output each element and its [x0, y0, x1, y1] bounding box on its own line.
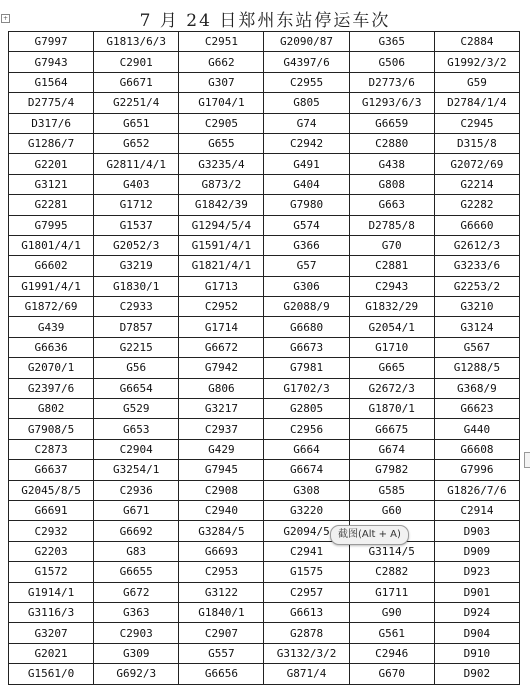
table-cell: G3220: [264, 500, 349, 520]
table-row: [9, 337, 520, 357]
table-row: [9, 93, 520, 113]
table-cell: G1872/69: [9, 297, 94, 317]
table-cell: C2903: [94, 623, 179, 643]
table-row: [9, 297, 520, 317]
table-cell: G674: [349, 439, 434, 459]
table-cell: G6674: [264, 460, 349, 480]
table-row: [9, 113, 520, 133]
table-cell: G1992/3/2: [434, 52, 519, 72]
screenshot-tooltip: 截图(Alt + A): [330, 525, 409, 545]
table-cell: C2953: [179, 562, 264, 582]
table-cell: C2956: [264, 419, 349, 439]
table-cell: G2215: [94, 337, 179, 357]
table-cell: C2881: [349, 256, 434, 276]
table-cell: C2952: [179, 297, 264, 317]
table-cell: G2201: [9, 154, 94, 174]
table-cell: G671: [94, 500, 179, 520]
table-cell: G363: [94, 602, 179, 622]
table-cell: G653: [94, 419, 179, 439]
table-row: [9, 562, 520, 582]
table-cell: G7908/5: [9, 419, 94, 439]
table-row: [9, 133, 520, 153]
table-cell: G83: [94, 541, 179, 561]
table-cell: G1832/29: [349, 297, 434, 317]
table-cell: G2878: [264, 623, 349, 643]
table-cell: G1575: [264, 562, 349, 582]
table-cell: C2932: [9, 521, 94, 541]
table-row: [9, 399, 520, 419]
table-cell: G3114/5: [349, 541, 434, 561]
table-cell: G6671: [94, 72, 179, 92]
table-cell: G6680: [264, 317, 349, 337]
table-cell: G1286/7: [9, 133, 94, 153]
table-cell: C2941: [264, 541, 349, 561]
train-table: [8, 31, 520, 685]
table-cell: G692/3: [94, 664, 179, 684]
table-cell: G652: [94, 133, 179, 153]
table-row: [9, 52, 520, 72]
table-cell: G1870/1: [349, 399, 434, 419]
table-cell: G7995: [9, 215, 94, 235]
table-cell: D317/6: [9, 113, 94, 133]
resize-handle[interactable]: [524, 452, 530, 468]
table-cell: D2773/6: [349, 72, 434, 92]
table-cell: G3284/5: [179, 521, 264, 541]
table-row: [9, 154, 520, 174]
table-cell: G3207: [9, 623, 94, 643]
table-cell: G6675: [349, 419, 434, 439]
table-cell: G368/9: [434, 378, 519, 398]
table-cell: G404: [264, 174, 349, 194]
table-cell: G2251/4: [94, 93, 179, 113]
table-row: [9, 215, 520, 235]
table-cell: G7982: [349, 460, 434, 480]
table-cell: G2805: [264, 399, 349, 419]
table-cell: D315/8: [434, 133, 519, 153]
table-cell: G306: [264, 276, 349, 296]
table-cell: G1813/6/3: [94, 32, 179, 52]
table-cell: C2882: [349, 562, 434, 582]
table-cell: G1561/0: [9, 664, 94, 684]
table-cell: C2901: [94, 52, 179, 72]
table-row: [9, 521, 520, 541]
table-cell: G802: [9, 399, 94, 419]
table-cell: G672: [94, 582, 179, 602]
table-cell: G2054/1: [349, 317, 434, 337]
table-cell: C2943: [349, 276, 434, 296]
table-cell: G4397/6: [264, 52, 349, 72]
table-cell: G2397/6: [9, 378, 94, 398]
table-cell: G1293/6/3: [349, 93, 434, 113]
table-cell: G7996: [434, 460, 519, 480]
table-row: [9, 195, 520, 215]
table-cell: G805: [264, 93, 349, 113]
table-cell: G1572: [9, 562, 94, 582]
table-cell: G3254/1: [94, 460, 179, 480]
table-cell: G2070/1: [9, 358, 94, 378]
table-anchor-icon[interactable]: +: [2, 15, 9, 22]
table-cell: G557: [179, 643, 264, 663]
table-cell: G585: [349, 480, 434, 500]
table-cell: G365: [349, 32, 434, 52]
table-cell: G57: [264, 256, 349, 276]
table-row: [9, 358, 520, 378]
table-row: [9, 174, 520, 194]
table-cell: G3124: [434, 317, 519, 337]
table-cell: C2957: [264, 582, 349, 602]
table-cell: G6691: [9, 500, 94, 520]
table-cell: G3210: [434, 297, 519, 317]
table-cell: G366: [264, 235, 349, 255]
table-cell: G808: [349, 174, 434, 194]
table-row: [9, 32, 520, 52]
table-cell: G3217: [179, 399, 264, 419]
table-row: [9, 460, 520, 480]
table-cell: G665: [349, 358, 434, 378]
table-cell: G1842/39: [179, 195, 264, 215]
table-cell: G2094/5: [264, 521, 349, 541]
table-cell: C2884: [434, 32, 519, 52]
table-cell: D2785/8: [349, 215, 434, 235]
table-row: [9, 378, 520, 398]
table-cell: G1537: [94, 215, 179, 235]
table-cell: D7857: [94, 317, 179, 337]
table-cell: C2908: [179, 480, 264, 500]
table-cell: G74: [264, 113, 349, 133]
table-cell: G1801/4/1: [9, 235, 94, 255]
table-row: [9, 235, 520, 255]
table-cell: G1710: [349, 337, 434, 357]
table-cell: G2072/69: [434, 154, 519, 174]
table-row: [9, 419, 520, 439]
table-cell: D923: [434, 562, 519, 582]
table-cell: G1821/4/1: [179, 256, 264, 276]
table-cell: G1564: [9, 72, 94, 92]
table-cell: G2281: [9, 195, 94, 215]
table-cell: G2672/3: [349, 378, 434, 398]
table-cell: D903: [434, 521, 519, 541]
table-cell: G6692: [94, 521, 179, 541]
table-row: [9, 623, 520, 643]
table-cell: G1294/5/4: [179, 215, 264, 235]
table-cell: G1713: [179, 276, 264, 296]
page-title: 7 月 24 日郑州东站停运车次: [139, 11, 391, 31]
table-cell: G1711: [349, 582, 434, 602]
table-cell: G567: [434, 337, 519, 357]
table-cell: G3219: [94, 256, 179, 276]
table-cell: G3116/3: [9, 602, 94, 622]
table-cell: G506: [349, 52, 434, 72]
table-cell: C2937: [179, 419, 264, 439]
table-cell: G1840/1: [179, 602, 264, 622]
table-row: [9, 582, 520, 602]
table-row: [9, 500, 520, 520]
table-cell: D909: [434, 541, 519, 561]
table-cell: G6655: [94, 562, 179, 582]
table-cell: G663: [349, 195, 434, 215]
table-cell: C2905: [179, 113, 264, 133]
table-row: [9, 256, 520, 276]
table-cell: G2090/87: [264, 32, 349, 52]
table-row: [9, 664, 520, 684]
table-row: [9, 317, 520, 337]
table-cell: G6637: [9, 460, 94, 480]
table-cell: C2946: [349, 643, 434, 663]
table-cell: G7981: [264, 358, 349, 378]
table-cell: G440: [434, 419, 519, 439]
table-cell: G56: [94, 358, 179, 378]
table-cell: G7997: [9, 32, 94, 52]
table-cell: G70: [349, 235, 434, 255]
table-cell: C2940: [179, 500, 264, 520]
table-row: [9, 480, 520, 500]
table-cell: G2045/8/5: [9, 480, 94, 500]
table-cell: G2052/3: [94, 235, 179, 255]
table-cell: G529: [94, 399, 179, 419]
table-cell: G6659: [349, 113, 434, 133]
table-cell: G6660: [434, 215, 519, 235]
table-cell: G6623: [434, 399, 519, 419]
table-cell: G664: [264, 439, 349, 459]
table-cell: G491: [264, 154, 349, 174]
table-cell: C2936: [94, 480, 179, 500]
table-cell: G6654: [94, 378, 179, 398]
table-cell: G670: [349, 664, 434, 684]
table-cell: G6656: [179, 664, 264, 684]
table-row: [9, 643, 520, 663]
table-cell: G574: [264, 215, 349, 235]
table-cell: C2907: [179, 623, 264, 643]
table-cell: C2951: [179, 32, 264, 52]
table-cell: G2088/9: [264, 297, 349, 317]
table-cell: G655: [179, 133, 264, 153]
table-cell: D2784/1/4: [434, 93, 519, 113]
table-cell: G6672: [179, 337, 264, 357]
table-cell: G2203: [9, 541, 94, 561]
table-cell: D2775/4: [9, 93, 94, 113]
table-cell: C2945: [434, 113, 519, 133]
table-cell: G1914/1: [9, 582, 94, 602]
table-cell: G307: [179, 72, 264, 92]
table-row: [9, 439, 520, 459]
table-cell: C2933: [94, 297, 179, 317]
table-cell: G1991/4/1: [9, 276, 94, 296]
table-cell: G3122: [179, 582, 264, 602]
table-cell: G662: [179, 52, 264, 72]
table-cell: G806: [179, 378, 264, 398]
table-cell: G403: [94, 174, 179, 194]
table-cell: G561: [349, 623, 434, 643]
table-cell: G6608: [434, 439, 519, 459]
table-row: [9, 276, 520, 296]
table-cell: G6602: [9, 256, 94, 276]
table-cell: G59: [434, 72, 519, 92]
table-cell: G1712: [94, 195, 179, 215]
table-cell: G1702/3: [264, 378, 349, 398]
table-cell: C2880: [349, 133, 434, 153]
table-cell: G651: [94, 113, 179, 133]
table-cell: G1830/1: [94, 276, 179, 296]
table-cell: G429: [179, 439, 264, 459]
table-cell: D904: [434, 623, 519, 643]
table-row: [9, 541, 520, 561]
table-cell: G1288/5: [434, 358, 519, 378]
table-cell: G6673: [264, 337, 349, 357]
table-cell: D901: [434, 582, 519, 602]
table-cell: C2955: [264, 72, 349, 92]
table-cell: G871/4: [264, 664, 349, 684]
table-cell: G3121: [9, 174, 94, 194]
table-cell: G6636: [9, 337, 94, 357]
table-cell: G2214: [434, 174, 519, 194]
table-cell: G2253/2: [434, 276, 519, 296]
table-cell: G1714: [179, 317, 264, 337]
table-cell: G308: [264, 480, 349, 500]
table-cell: G7980: [264, 195, 349, 215]
table-cell: G90: [349, 602, 434, 622]
table-cell: G1826/7/6: [434, 480, 519, 500]
table-cell: C2914: [434, 500, 519, 520]
table-row: [9, 602, 520, 622]
table-cell: C2942: [264, 133, 349, 153]
table-cell: D910: [434, 643, 519, 663]
table-cell: G1591/4/1: [179, 235, 264, 255]
table-cell: C2904: [94, 439, 179, 459]
table-cell: G60: [349, 500, 434, 520]
table-cell: G439: [9, 317, 94, 337]
table-cell: G6613: [264, 602, 349, 622]
table-cell: G3233/6: [434, 256, 519, 276]
table-cell: G3132/3/2: [264, 643, 349, 663]
table-cell: G438: [349, 154, 434, 174]
table-cell: D924: [434, 602, 519, 622]
table-cell: G7942: [179, 358, 264, 378]
table-cell: D902: [434, 664, 519, 684]
table-cell: G2811/4/1: [94, 154, 179, 174]
table-cell: G1704/1: [179, 93, 264, 113]
table-cell: G2021: [9, 643, 94, 663]
table-cell: G309: [94, 643, 179, 663]
table-cell: G7945: [179, 460, 264, 480]
table-cell: G2612/3: [434, 235, 519, 255]
table-cell: G3235/4: [179, 154, 264, 174]
table-cell: G7943: [9, 52, 94, 72]
table-cell: G873/2: [179, 174, 264, 194]
table-cell: G6693: [179, 541, 264, 561]
table-row: [9, 72, 520, 92]
table-cell: C2873: [9, 439, 94, 459]
table-cell: G2282: [434, 195, 519, 215]
